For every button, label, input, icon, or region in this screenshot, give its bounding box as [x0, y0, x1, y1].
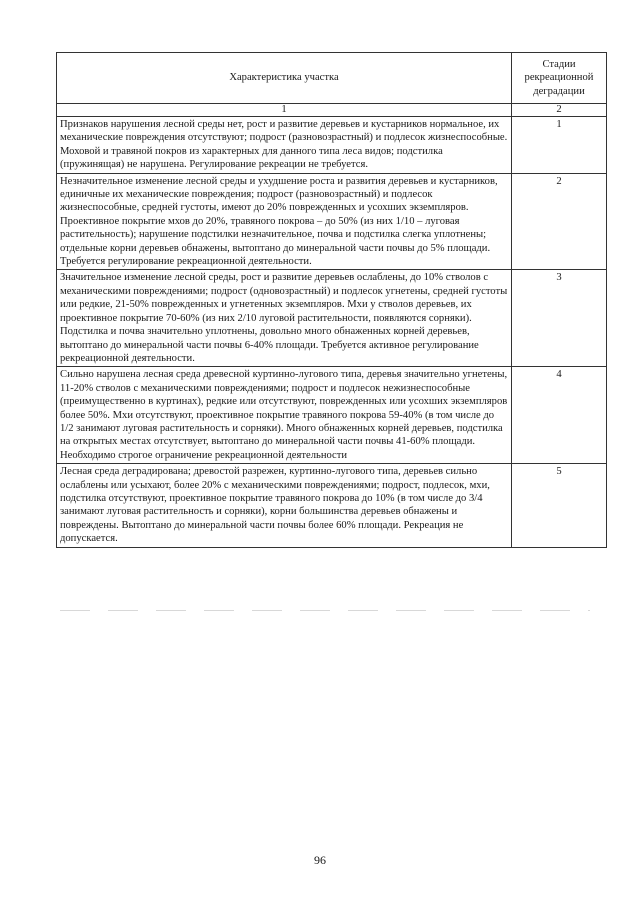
- table-row: [57, 117, 607, 174]
- row-description: Признаков нарушения лесной среды нет, рост и развитие деревьев и кустарников нормальное, их механические повреждения отсутствуют; подрост (разновозрастный) и подлесок жизнеспособные. Моховой и травяной покров из характерных для данного типа леса видов; подстилка (пружинящая) не нарушена. Регулирование рекреации не требуется.: [57, 117, 512, 174]
- row-description: Значительное изменение лесной среды, рост и развитие деревьев ослаблены, до 10% стволов с механическими повреждениями; подрост (одновозрастный) и подлесок угнетены, средней густоты или редкие, 21-50% поврежденных и угнетенных экземпляров. Мхи у стволов деревьев, их проективное покрытие 70-60% (из них 2/10 луговой растительности, появляются сорняки). Подстилка и почва значительно уплотнены, довольно много обнаженных корней деревьев, вытоптано до минеральной части почвы 6-40% площади. Требуется активное регулирование рекреационной деятельности.: [57, 270, 512, 367]
- row-stage: 5: [512, 464, 607, 547]
- row-stage: 2: [512, 173, 607, 270]
- column-number-1: 1: [57, 104, 512, 117]
- table-row: [57, 173, 607, 270]
- page-number: 96: [314, 853, 326, 867]
- column-number-2: 2: [512, 104, 607, 117]
- table-numbering-row: [57, 104, 607, 117]
- row-stage: 3: [512, 270, 607, 367]
- table-header-row: [57, 53, 607, 104]
- table-row: [57, 270, 607, 367]
- row-stage: 1: [512, 117, 607, 174]
- scan-artifact-line: [60, 610, 590, 611]
- row-description: Лесная среда деградирована; древостой разрежен, куртинно-лугового типа, деревьев сильно ослаблены или усыхают, более 20% с механическими повреждениями; подрост, подлесок, мхи, подстилка отсутствуют, проективное покрытие травяного покрова до 10% (в том числе до 3/4 занимают луговая растительность и сорняки), корни большинства деревьев обнажены и повреждены. Вытоптано до минеральной части почвы более 60% площади. Рекреация не допускается.: [57, 464, 512, 547]
- row-description: Сильно нарушена лесная среда древесной куртинно-лугового типа, деревья значительно угнетены, 11-20% стволов с механическими повреждениями; подрост и подлесок нежизнеспособные (преимущественно в куртинах), редкие или отсутствуют, поврежденных или усохших экземпляров более 50%. Мхи отсутствуют, проективное покрытие травяного покрова 59-40% (в том числе до 1/2 занимают луговая растительность и сорняки). Много обнаженных корней деревьев, подстилка на открытых местах отсутствует, вытоптано до минеральной части почвы 41-60% площади. Необходимо строгое ограничение рекреационной деятельности: [57, 367, 512, 464]
- table-row: [57, 464, 607, 547]
- header-site-characteristic: Характеристика участка: [57, 53, 512, 104]
- header-degradation-stage: Стадии рекреационной деградации: [512, 53, 607, 104]
- row-stage: 4: [512, 367, 607, 464]
- recreation-degradation-table: [56, 52, 607, 548]
- table-row: [57, 367, 607, 464]
- row-description: Незначительное изменение лесной среды и ухудшение роста и развития деревьев и кустарников, единичные их механические повреждения; подрост (разновозрастный) и подлесок жизнеспособные, средней густоты, имеют до 20% поврежденных и усохших экземпляров. Проективное покрытие мхов до 20%, травяного покрова – до 50% (из них 1/10 – луговая растительность); нарушение подстилки незначительное, почва и подстилка слегка уплотнены; отдельные корни деревьев обнажены, вытоптано до минеральной части почвы до 5% площади. Требуется регулирование рекреационной деятельности.: [57, 173, 512, 270]
